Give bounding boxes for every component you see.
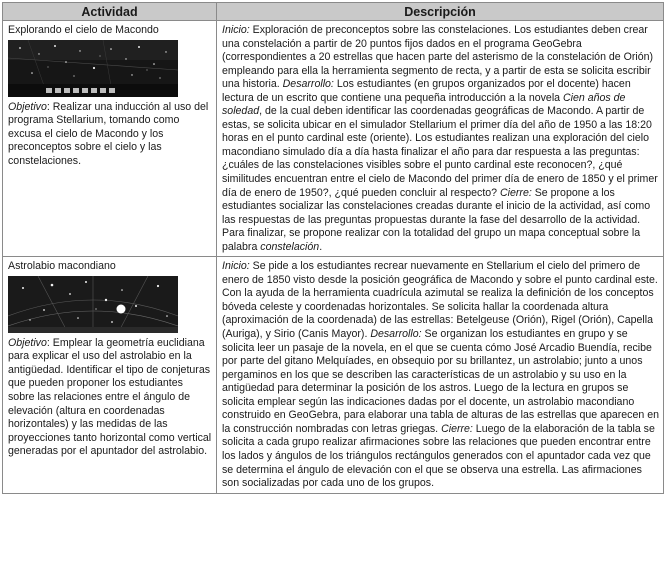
night-sky-image [8, 40, 178, 97]
activities-table [2, 2, 664, 494]
activity-cell [3, 21, 217, 257]
description-cell [217, 257, 664, 493]
activity-objective: Objetivo: Realizar una inducción al uso del programa Stellarium, tomando como excusa el cielo de Macondo y los preconceptos sobre el cielo y las constelaciones. [8, 100, 209, 167]
description-cell [217, 21, 664, 257]
header-activity: Actividad [3, 3, 217, 21]
table-row [3, 21, 664, 257]
activity-description: Inicio: Se pide a los estudiantes recrear nuevamente en Stellarium el cielo del primero de enero de 1850 visto desde la posición geográfica de Macondo y sobre el punto cardinal este. Con la ayuda de la herramienta cuadrícula azimutal se realiza la definición de los conceptos bóveda celeste y coordenadas horizontales. Se solicita hallar la coordenada altura (aproximación de la coordenada) de las estrellas: Betelgeuse (Orión), Rigel (Orión), Capella (Auriga), y Sirio (Canis Mayor). Desarrollo: Se organizan los estudiantes en grupo y se solicita leer un pasaje de la novela, en el que se cuenta cómo José Arcadio Buendía, recibe por parte del gitano Melquíades, en obsequio por su brillantez, un astrolabio; junto a unos pergaminos en los que se describen las características de un astrolabio y su uso en la antigüedad para determinar la posición de los astros. Luego de la lectura en grupos se solicita emplear según las indicaciones dadas por el docente, un astrolabio macondiano construido en GeoGebra, para elaborar una tabla de alturas de las estrellas que aparecen en la construcción nombradas con letras griegas. Cierre: Luego de la elaboración de la tabla se solicita a cada grupo realizar afirmaciones sobre las relaciones que pueden encontrar entre los lados y ángulos de los triángulos rectángulos generados con el apuntador cada vez que se determina el ángulo de elevación con el que se observa una estrella. Las afirmaciones son socializadas por cada uno de los grupos. [222, 260, 659, 490]
activity-title: Explorando el cielo de Macondo [8, 24, 159, 36]
header-row [3, 3, 664, 21]
activity-objective: Objetivo: Emplear la geometría euclidiana para explicar el uso del astrolabio en la antigüedad. Identificar el tipo de conjeturas que pueden proponer los estudiantes sobre las relaciones entre el ángulo de elevación (altura en coordenadas horizontales) y las medidas de las proyecciones tanto horizontal como vertical generadas por el apuntador del astrolabio. [8, 336, 212, 458]
activity-description: Inicio: Exploración de preconceptos sobre las constelaciones. Los estudiantes deben crear una constelación a partir de 20 puntos fijos dados en el programa GeoGebra (correspondientes a 20 estrellas que hacen parte del asterismo de la constelación de Orión) empleando para ella la herramienta segmento de recta, y a partir de esta se solicita escribir una historia. Desarrollo: Los estudiantes (en grupos organizados por el docente) hacen lectura de un escrito que contiene una pequeña introducción a la novela Cien años de soledad, de la cual deben identificar las coordenadas geográficas de Macondo. A partir de estas, se solicita ubicar en el simulador Stellarium el primer día del año de 1950 a las 18:20 horas en el punto cardinal este (oriente). Los estudiantes realizan una exploración del cielo macondiano simulado día a día hasta finalizar el año para dar respuesta a las preguntas: ¿cuáles de las constelaciones visibles sobre el punto cardinal este reconocen?, ¿qué similitudes encuentran entre el cielo de Macondo del primer día de enero de 1850 y el primer día de enero de 1950?, ¿qué pueden concluir al respecto? Cierre: Se propone a los estudiantes socializar las constelaciones creadas durante el inicio de la actividad, así como las respuestas de las preguntas propuestas durante la fase del desarrollo de la actividad. Para finalizar, se propone realizar con la totalidad del grupo un mapa conceptual sobre la palabra constelación. [222, 24, 658, 253]
astrolabe-sky-image [8, 276, 178, 333]
header-description: Descripción [217, 3, 664, 21]
activity-cell [3, 257, 217, 493]
activity-title: Astrolabio macondiano [8, 260, 116, 273]
table-row [3, 257, 664, 493]
